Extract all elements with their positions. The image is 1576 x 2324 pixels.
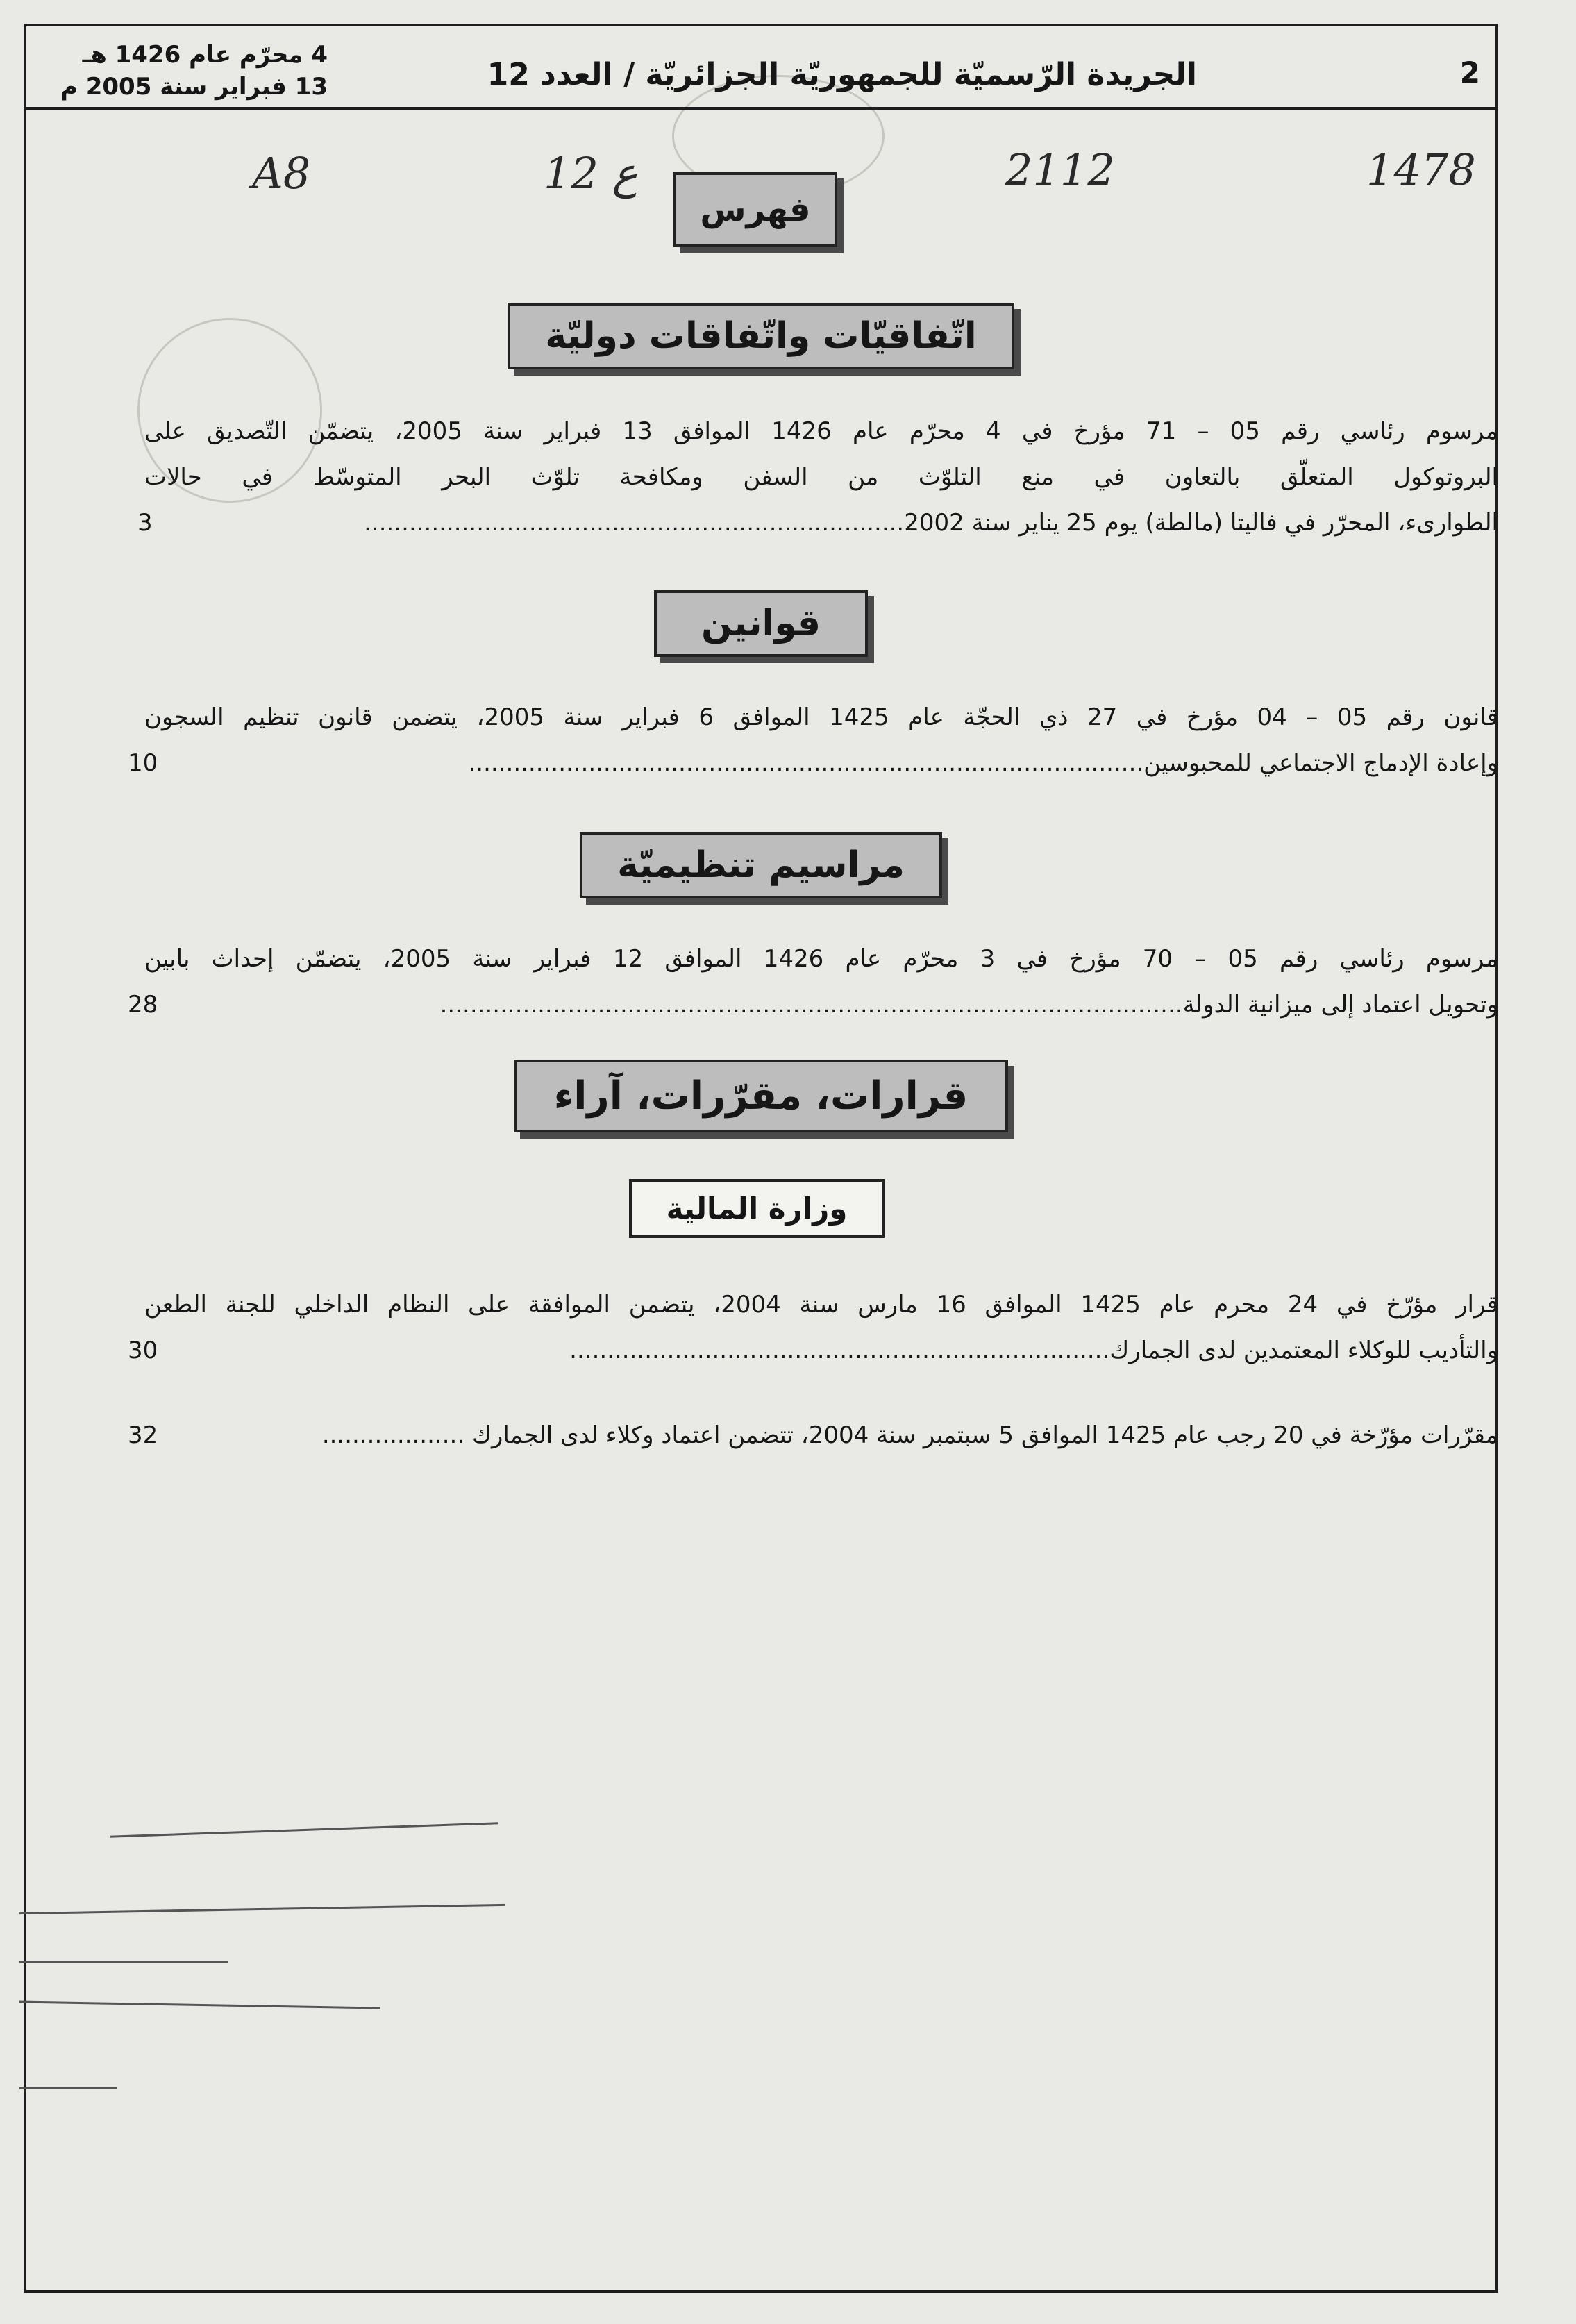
page-reference: 28 (128, 991, 158, 1019)
toc-entry (128, 936, 1498, 1028)
entry-line: الطوارىء، المحرّر في فاليتا (مالطة) يوم 25 يناير سنة 2002........................................................................ (364, 509, 1498, 537)
entry-line: مقرّرات مؤرّخة في 20 رجب عام 1425 الموافق 5 سبتمبر سنة 2004، تتضمن اعتماد وكلاء لدى الجمارك ................... (321, 1421, 1498, 1449)
page-number: 2 (1459, 56, 1480, 90)
section-title: اتّفاقيّات واتّفاقات دوليّة (508, 303, 1014, 369)
page-reference: 3 (137, 509, 153, 537)
handwritten-scribble (19, 2000, 380, 2009)
entry-line: قانون رقم 05 – 04 مؤرخ في 27 ذي الحجّة عام 1425 الموافق 6 فبراير سنة 2005، يتضمن قانون تنظيم السجون (144, 703, 1498, 731)
section-title: مراسيم تنظيميّة (580, 832, 942, 898)
handwritten-scribble (19, 1961, 228, 1963)
entry-line: وتحويل اعتماد إلى ميزانية الدولة................................................................................................... (439, 991, 1498, 1019)
entry-line: قرار مؤرّخ في 24 محرم عام 1425 الموافق 16 مارس سنة 2004، يتضمن الموافقة على النظام الداخلي للجنة الطعن (144, 1291, 1499, 1319)
toc-entry (137, 408, 1498, 546)
handwritten-mark: 1478 (1366, 144, 1476, 195)
handwritten-mark: 12 ع (544, 148, 638, 199)
toc-entry (128, 1412, 1498, 1458)
handwritten-mark: 2112 (1005, 144, 1115, 195)
entry-line: البروتوكول المتعلّق بالتعاون في منع التلوّث من السفن ومكافحة تلوّث البحر المتوسّط في حالات (144, 463, 1498, 491)
gazette-title: الجريدة الرّسميّة للجمهوريّة الجزائريّة / العدد 12 (487, 57, 1197, 92)
handwritten-scribble (19, 2087, 117, 2089)
toc-title: فهرس (673, 172, 837, 247)
gazette-page (24, 24, 1498, 2293)
page-reference: 30 (128, 1337, 158, 1364)
date-hijri: 4 محرّم عام 1426 هـ (82, 41, 328, 69)
toc-entry (128, 694, 1498, 786)
entry-line: والتأديب للوكلاء المعتمدين لدى الجمارك........................................................................ (569, 1337, 1498, 1364)
entry-line: مرسوم رئاسي رقم 05 – 70 مؤرخ في 3 محرّم عام 1426 الموافق 12 فبراير سنة 2005، يتضمّن إحداث بابين (144, 945, 1498, 973)
entry-line: وإعادة الإدماج الاجتماعي للمحبوسين.......................................................................................... (468, 749, 1498, 777)
page-header (26, 26, 1495, 110)
handwritten-mark: A8 (252, 148, 311, 199)
date-gregorian: 13 فبراير سنة 2005 م (60, 73, 328, 101)
page-reference: 10 (128, 749, 158, 777)
section-title: قرارات، مقرّرات، آراء (514, 1060, 1009, 1132)
page-reference: 32 (128, 1421, 158, 1449)
subsection-title: وزارة المالية (629, 1179, 885, 1238)
handwritten-scribble (19, 1904, 505, 1914)
entry-line: مرسوم رئاسي رقم 05 – 71 مؤرخ في 4 محرّم عام 1426 الموافق 13 فبراير سنة 2005، يتضمّن التّصديق على (144, 417, 1498, 445)
toc-entry (128, 1282, 1499, 1373)
header-date (36, 39, 328, 103)
handwritten-scribble (110, 1822, 498, 1838)
section-title: قوانين (654, 590, 868, 657)
